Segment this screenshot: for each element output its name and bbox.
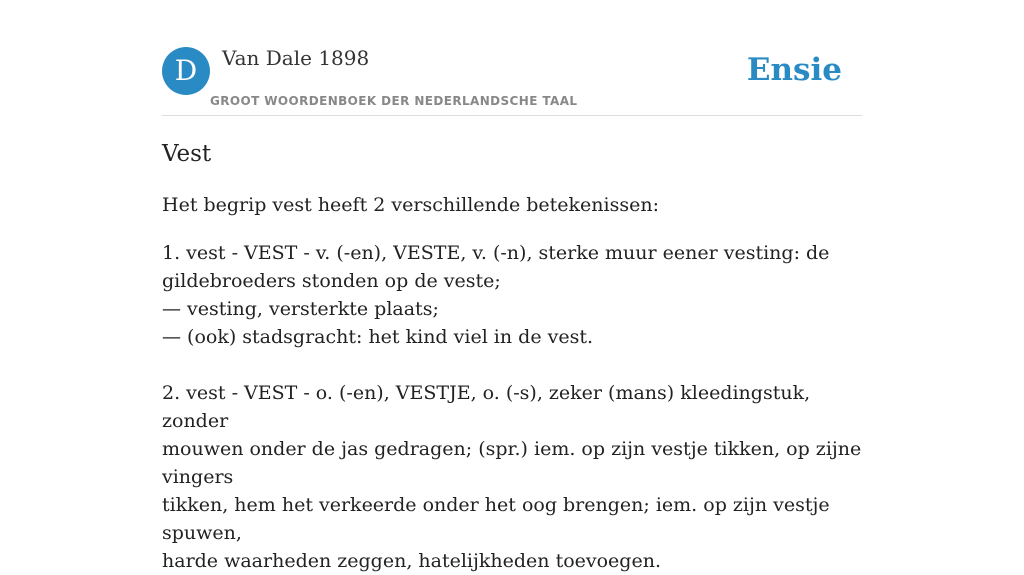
source-avatar [162, 47, 210, 95]
definition-1 [162, 239, 862, 351]
definition-line: mouwen onder de jas gedragen; (spr.) iem. op zijn vestje tikken, op zijne vingers [162, 438, 862, 488]
definition-spacer [162, 351, 862, 379]
definition-line: — (ook) stadsgracht: het kind viel in de vest. [162, 326, 594, 348]
definitions [162, 239, 862, 575]
intro-text: Het begrip vest heeft 2 verschillende betekenissen: [162, 194, 659, 216]
avatar-letter: D [174, 54, 198, 87]
source-subtitle: GROOT WOORDENBOEK DER NEDERLANDSCHE TAAL [210, 94, 578, 108]
definition-2 [162, 379, 862, 575]
headword: Vest [162, 141, 212, 167]
definition-line: harde waarheden zeggen, hatelijkheden toevoegen. [162, 550, 661, 572]
definition-line: — vesting, versterkte plaats; [162, 298, 439, 320]
source-title[interactable]: Van Dale 1898 [222, 46, 370, 70]
header-divider [162, 115, 862, 116]
definition-line: 1. vest - VEST - v. (-en), VESTE, v. (-n), sterke muur eener vesting: de [162, 242, 830, 264]
definition-line: 2. vest - VEST - o. (-en), VESTJE, o. (-s), zeker (mans) kleedingstuk, zonder [162, 382, 811, 432]
brand-logo[interactable]: Ensie [746, 52, 842, 88]
definition-line: gildebroeders stonden op de veste; [162, 270, 501, 292]
definition-line: tikken, hem het verkeerde onder het oog brengen; iem. op zijn vestje spuwen, [162, 494, 830, 544]
